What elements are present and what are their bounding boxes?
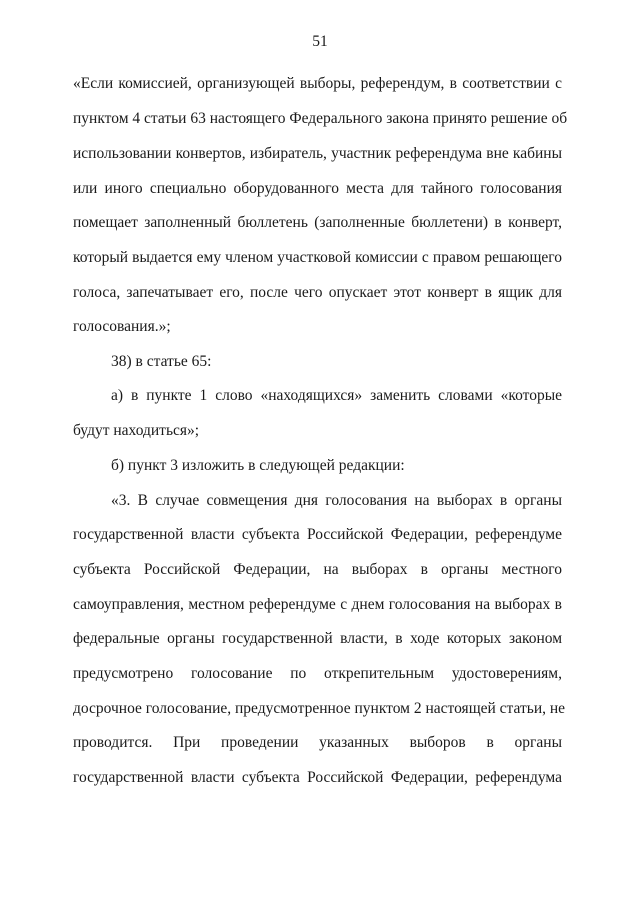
text-line: а) в пункте 1 слово «находящихся» заменить словами «которые: [111, 387, 562, 404]
text-line: федеральные органы государственной власти, в ходе которых законом: [73, 630, 562, 647]
text-line: проводится. При проведении указанных выборов в органы: [73, 734, 562, 751]
page-number: 51: [312, 33, 328, 50]
list-item-heading: б) пункт 3 изложить в следующей редакции:: [111, 457, 405, 474]
text-line: предусмотрено голосование по открепительным удостоверениям,: [73, 665, 562, 682]
text-line: государственной власти субъекта Российской Федерации, референдуме: [73, 526, 562, 543]
list-item-heading: 38) в статье 65:: [111, 353, 212, 370]
text-line: будут находиться»;: [73, 422, 200, 439]
text-line: государственной власти субъекта Российской Федерации, референдума: [73, 769, 562, 786]
text-line: голоса, запечатывает его, после чего опускает этот конверт в ящик для: [73, 284, 562, 301]
text-line: пунктом 4 статьи 63 настоящего Федерального закона принято решение об: [73, 110, 568, 127]
text-line: самоуправления, местном референдуме с днем голосования на выборах в: [73, 596, 562, 613]
text-line: «3. В случае совмещения дня голосования на выборах в органы: [111, 492, 562, 509]
text-line: использовании конвертов, избиратель, участник референдума вне кабины: [73, 145, 562, 162]
text-line: субъекта Российской Федерации, на выборах в органы местного: [73, 561, 562, 578]
text-line: «Если комиссией, организующей выборы, референдум, в соответствии с: [73, 75, 562, 92]
text-line: или иного специально оборудованного места для тайного голосования: [73, 180, 562, 197]
text-line: который выдается ему членом участковой комиссии с правом решающего: [73, 249, 562, 266]
text-line: голосования.»;: [73, 318, 171, 335]
text-line: досрочное голосование, предусмотренное пунктом 2 настоящей статьи, не: [73, 700, 566, 717]
text-line: помещает заполненный бюллетень (заполненные бюллетени) в конверт,: [73, 214, 562, 231]
